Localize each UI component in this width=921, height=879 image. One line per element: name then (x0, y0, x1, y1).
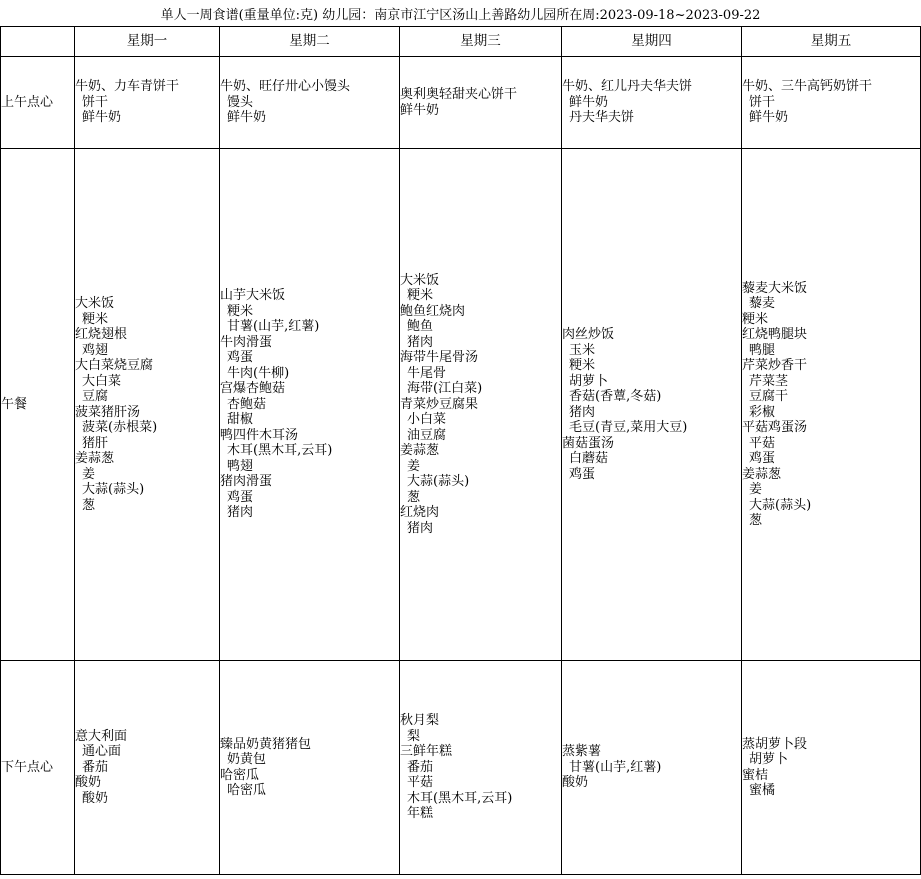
ingredient: 木耳(黑木耳,云耳) (407, 790, 513, 806)
menu-cell-wed (400, 661, 562, 875)
ingredient: 奶黄包 (227, 752, 267, 767)
ingredient: 鸭腿 (749, 342, 776, 358)
menu-cell-thu (562, 149, 742, 661)
dish-name: 哈密瓜 (220, 767, 260, 783)
dish-name: 酸奶 (75, 775, 102, 791)
ingredient: 粳米 (82, 311, 109, 327)
ingredient: 番茄 (407, 759, 434, 775)
dish-name: 蜜桔 (742, 767, 769, 783)
ingredient: 粳米 (407, 288, 434, 304)
ingredient: 猪肝 (82, 435, 109, 451)
dish-name: 秋月梨 (400, 713, 440, 729)
dish-name: 红烧鸭腿块 (742, 327, 808, 342)
ingredient: 牛肉(牛柳) (227, 365, 290, 381)
ingredient: 杏鲍菇 (227, 396, 267, 412)
dish-name: 红烧翅根 (75, 327, 128, 342)
dish-name: 菌菇蛋汤 (562, 435, 615, 451)
menu-cell-thu (562, 661, 742, 875)
menu-cell-mon (75, 149, 220, 661)
ingredient: 姜 (407, 458, 421, 474)
ingredient: 鸡蛋 (227, 350, 254, 366)
menu-cell-tue (220, 661, 400, 875)
menu-cell-mon (75, 661, 220, 875)
ingredient: 葱 (407, 489, 421, 505)
dish-name: 姜蒜葱 (742, 466, 782, 482)
dish-name: 牛奶、三牛高钙奶饼干 (742, 79, 873, 95)
dish-name: 姜蒜葱 (75, 451, 115, 466)
menu-cell-mon (75, 57, 220, 149)
ingredient: 牛尾骨 (407, 365, 447, 381)
ingredient: 梨 (407, 728, 421, 744)
ingredient: 玉米 (569, 342, 596, 358)
ingredient: 鲜牛奶 (82, 110, 122, 126)
ingredient: 馒头 (227, 94, 254, 110)
corner-cell (1, 27, 75, 57)
ingredient: 哈密瓜 (227, 783, 267, 798)
ingredient: 豆腐干 (749, 389, 789, 404)
dish-name: 姜蒜葱 (400, 443, 440, 459)
ingredient: 丹夫华夫饼 (569, 110, 635, 126)
ingredient: 大蒜(蒜头) (749, 497, 812, 513)
ingredient: 豆腐 (82, 389, 109, 404)
ingredient: 蜜橘 (749, 783, 776, 798)
menu-cell-wed (400, 57, 562, 149)
header-row (1, 27, 921, 57)
ingredient: 饼干 (749, 94, 776, 110)
ingredient: 鸭翅 (227, 458, 254, 474)
dish-name: 牛奶、旺仔卅心小馒头 (220, 79, 351, 95)
ingredient: 毛豆(青豆,菜用大豆) (569, 420, 688, 435)
ingredient: 香菇(香蕈,冬菇) (569, 389, 662, 404)
ingredient: 年糕 (407, 806, 434, 822)
dish-name: 鸭四件木耳汤 (220, 427, 299, 443)
ingredient: 大白菜 (82, 373, 122, 389)
dish-name: 大米饭 (75, 296, 115, 311)
ingredient: 鸡蛋 (227, 489, 254, 505)
ingredient: 胡萝卜 (749, 752, 789, 767)
ingredient: 甘薯(山芋,红薯) (227, 319, 320, 335)
meal-label: 午餐 (1, 149, 75, 661)
ingredient: 木耳(黑木耳,云耳) (227, 443, 333, 459)
ingredient: 葱 (82, 497, 96, 513)
ingredient: 姜 (749, 482, 763, 497)
ingredient: 猪肉 (227, 505, 254, 521)
ingredient: 鸡蛋 (569, 466, 596, 482)
ingredient: 平菇 (407, 775, 434, 791)
dish-name: 海带牛尾骨汤 (400, 350, 479, 366)
ingredient: 菠菜(赤根菜) (82, 420, 158, 435)
weekly-menu-table (0, 26, 921, 875)
dish-name: 菠菜猪肝汤 (75, 404, 141, 420)
menu-cell-fri (742, 661, 921, 875)
dish-name: 酸奶 (562, 775, 589, 791)
menu-cell-wed (400, 149, 562, 661)
dish-name: 蒸紫薯 (562, 744, 602, 760)
ingredient: 猪肉 (407, 334, 434, 350)
ingredient: 猪肉 (569, 404, 596, 420)
dish-name: 粳米 (742, 311, 769, 327)
dish-name: 奥利奥轻甜夹心饼干 (400, 87, 518, 102)
dish-name: 藜麦大米饭 (742, 280, 808, 296)
ingredient: 白蘑菇 (569, 451, 609, 466)
dish-name: 大米饭 (400, 272, 440, 288)
ingredient: 平菇 (749, 435, 776, 451)
ingredient: 鲍鱼 (407, 319, 434, 335)
ingredient: 番茄 (82, 759, 109, 775)
dish-name: 宫爆杏鲍菇 (220, 381, 286, 397)
dish-name: 意大利面 (75, 728, 128, 744)
day-header-thu: 星期四 (562, 27, 742, 57)
dish-name: 猪肉滑蛋 (220, 474, 273, 490)
ingredient: 葱 (749, 513, 763, 528)
ingredient: 大蒜(蒜头) (407, 474, 470, 490)
ingredient: 鲜牛奶 (227, 110, 267, 126)
dish-name: 鲜牛奶 (400, 102, 440, 118)
ingredient: 油豆腐 (407, 427, 447, 443)
day-header-wed: 星期三 (400, 27, 562, 57)
ingredient: 鸡蛋 (749, 451, 776, 466)
dish-name: 红烧肉 (400, 505, 440, 521)
ingredient: 藜麦 (749, 296, 776, 311)
ingredient: 海带(江白菜) (407, 381, 483, 397)
menu-cell-thu (562, 57, 742, 149)
menu-cell-fri (742, 57, 921, 149)
dish-name: 青菜炒豆腐果 (400, 396, 479, 412)
ingredient: 粳米 (227, 303, 254, 319)
ingredient: 芹菜茎 (749, 373, 789, 389)
ingredient: 彩椒 (749, 404, 776, 420)
ingredient: 粳米 (569, 358, 596, 373)
meal-row-afternoon-snack (1, 661, 921, 875)
ingredient: 通心面 (82, 744, 122, 760)
dish-name: 肉丝炒饭 (562, 327, 615, 342)
ingredient: 甘薯(山芋,红薯) (569, 759, 662, 775)
ingredient: 猪肉 (407, 520, 434, 536)
ingredient: 酸奶 (82, 790, 109, 806)
page-title: 单人一周食谱(重量单位:克) 幼儿园：南京市江宁区汤山上善路幼儿园所在周:2023-09-18~2023-09-22 (160, 8, 761, 23)
dish-name: 平菇鸡蛋汤 (742, 420, 808, 435)
day-header-tue: 星期二 (220, 27, 400, 57)
ingredient: 甜椒 (227, 412, 254, 428)
dish-name: 牛奶、力车青饼干 (75, 79, 180, 95)
dish-name: 芹菜炒香干 (742, 358, 808, 373)
ingredient: 鲜牛奶 (749, 110, 789, 126)
day-header-mon: 星期一 (75, 27, 220, 57)
dish-name: 蒸胡萝卜段 (742, 736, 808, 752)
dish-name: 三鲜年糕 (400, 744, 453, 760)
dish-name: 大白菜烧豆腐 (75, 358, 154, 373)
meal-label: 下午点心 (1, 661, 75, 875)
dish-name: 牛肉滑蛋 (220, 334, 273, 350)
meal-row-morning-snack (1, 57, 921, 149)
dish-name: 牛奶、红儿丹夫华夫饼 (562, 79, 693, 95)
menu-cell-fri (742, 149, 921, 661)
menu-cell-tue (220, 57, 400, 149)
ingredient: 大蒜(蒜头) (82, 482, 145, 497)
meal-label: 上午点心 (1, 57, 75, 149)
meal-row-lunch (1, 149, 921, 661)
dish-name: 鲍鱼红烧肉 (400, 303, 466, 319)
day-header-fri: 星期五 (742, 27, 921, 57)
menu-cell-tue (220, 149, 400, 661)
ingredient: 胡萝卜 (569, 373, 609, 389)
dish-name: 臻品奶黄猪猪包 (220, 736, 312, 752)
ingredient: 鲜牛奶 (569, 94, 609, 110)
dish-name: 山芋大米饭 (220, 288, 286, 304)
ingredient: 饼干 (82, 94, 109, 110)
ingredient: 小白菜 (407, 412, 447, 428)
ingredient: 鸡翅 (82, 342, 109, 358)
ingredient: 姜 (82, 466, 96, 482)
